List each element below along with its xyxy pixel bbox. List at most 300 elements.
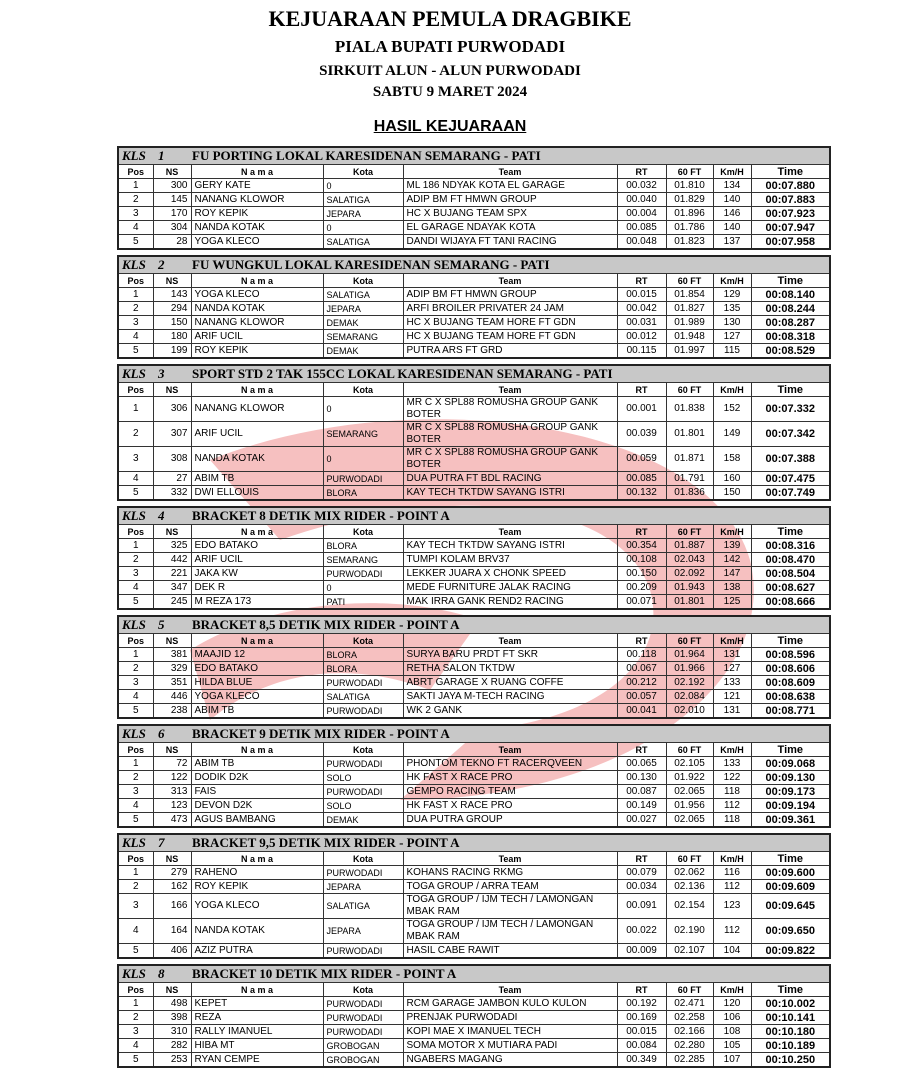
cell-rt: 00.059 <box>617 447 666 472</box>
column-header-pos: Pos <box>118 743 153 757</box>
cell-time: 00:09.600 <box>751 866 830 880</box>
cell-kmh: 142 <box>713 553 751 567</box>
cell-rt: 00.079 <box>617 866 666 880</box>
cell-team: MR C X SPL88 ROMUSHA GROUP GANK BOTER <box>403 397 617 422</box>
cell-kmh: 130 <box>713 316 751 330</box>
cell-rt: 00.042 <box>617 302 666 316</box>
cell-kmh: 135 <box>713 302 751 316</box>
column-header-kmh: Km/H <box>713 852 751 866</box>
cell-rt: 00.150 <box>617 567 666 581</box>
cell-nama: M REZA 173 <box>191 595 323 610</box>
class-results-table <box>117 146 831 250</box>
cell-ns: 313 <box>153 785 191 799</box>
column-header-sixty-ft: 60 FT <box>666 983 713 997</box>
cell-pos: 2 <box>118 193 153 207</box>
cell-kota: PURWODADI <box>323 472 403 486</box>
cell-rt: 00.091 <box>617 894 666 919</box>
cell-team: MR C X SPL88 ROMUSHA GROUP GANK BOTER <box>403 447 617 472</box>
cell-nama: JAKA KW <box>191 567 323 581</box>
cell-ns: 282 <box>153 1039 191 1053</box>
class-results-table <box>117 615 831 719</box>
cell-sixty-ft: 01.786 <box>666 221 713 235</box>
cell-kmh: 116 <box>713 866 751 880</box>
cell-ns: 398 <box>153 1011 191 1025</box>
class-title <box>118 256 830 274</box>
cell-team: KOHANS RACING RKMG <box>403 866 617 880</box>
cell-ns: 123 <box>153 799 191 813</box>
cell-rt: 00.118 <box>617 648 666 662</box>
kls-label: KLS <box>122 835 146 850</box>
table-row <box>118 785 830 799</box>
cell-pos: 1 <box>118 648 153 662</box>
cell-time: 00:10.250 <box>751 1053 830 1068</box>
cell-time: 00:08.244 <box>751 302 830 316</box>
cell-kota: GROBOGAN <box>323 1053 403 1068</box>
cell-nama: NANDA KOTAK <box>191 919 323 944</box>
cell-time: 00:09.173 <box>751 785 830 799</box>
column-header-kmh: Km/H <box>713 634 751 648</box>
cell-pos: 1 <box>118 866 153 880</box>
column-header-rt: RT <box>617 383 666 397</box>
cell-sixty-ft: 01.823 <box>666 235 713 250</box>
cell-time: 00:08.596 <box>751 648 830 662</box>
cell-rt: 00.048 <box>617 235 666 250</box>
cell-time: 00:07.958 <box>751 235 830 250</box>
cell-team: PRENJAK PURWODADI <box>403 1011 617 1025</box>
cell-kmh: 107 <box>713 1053 751 1068</box>
cell-team: HK FAST X RACE PRO <box>403 799 617 813</box>
cell-nama: ARIF UCIL <box>191 553 323 567</box>
column-header-rt: RT <box>617 983 666 997</box>
cell-rt: 00.032 <box>617 179 666 193</box>
column-header-nama: N a m a <box>191 165 323 179</box>
event-date: SABTU 9 MARET 2024 <box>372 84 528 100</box>
cell-pos: 1 <box>118 179 153 193</box>
class-name: BRACKET 10 DETIK MIX RIDER - POINT A <box>192 966 457 981</box>
cell-nama: ROY KEPIK <box>191 344 323 359</box>
class-title <box>118 725 830 743</box>
cell-nama: ROY KEPIK <box>191 207 323 221</box>
cell-pos: 4 <box>118 330 153 344</box>
cell-kota: PURWODADI <box>323 785 403 799</box>
cell-team: DANDI WIJAYA FT TANI RACING <box>403 235 617 250</box>
column-header-row <box>118 983 830 997</box>
cell-rt: 00.192 <box>617 997 666 1011</box>
cell-pos: 1 <box>118 997 153 1011</box>
table-row <box>118 757 830 771</box>
cell-rt: 00.115 <box>617 344 666 359</box>
cell-rt: 00.087 <box>617 785 666 799</box>
cell-kmh: 112 <box>713 919 751 944</box>
cell-time: 00:09.609 <box>751 880 830 894</box>
cell-team: MEDE FURNITURE JALAK RACING <box>403 581 617 595</box>
cell-time: 00:08.638 <box>751 690 830 704</box>
cell-sixty-ft: 02.280 <box>666 1039 713 1053</box>
table-row <box>118 799 830 813</box>
cell-team: HC X BUJANG TEAM HORE FT GDN <box>403 316 617 330</box>
cell-kmh: 131 <box>713 648 751 662</box>
cell-time: 00:08.606 <box>751 662 830 676</box>
table-row <box>118 919 830 944</box>
cell-kota: BLORA <box>323 662 403 676</box>
cell-sixty-ft: 01.989 <box>666 316 713 330</box>
cell-nama: ABIM TB <box>191 472 323 486</box>
cell-pos: 5 <box>118 813 153 828</box>
class-title-bar <box>118 507 830 525</box>
column-header-row <box>118 274 830 288</box>
cell-time: 00:09.194 <box>751 799 830 813</box>
table-row <box>118 771 830 785</box>
cell-rt: 00.132 <box>617 486 666 501</box>
column-header-sixty-ft: 60 FT <box>666 852 713 866</box>
cell-ns: 253 <box>153 1053 191 1068</box>
class-results-table <box>117 364 831 501</box>
table-row <box>118 302 830 316</box>
table-row <box>118 539 830 553</box>
cell-rt: 00.354 <box>617 539 666 553</box>
cell-pos: 1 <box>118 539 153 553</box>
column-header-kota: Kota <box>323 983 403 997</box>
cell-kota: SEMARANG <box>323 330 403 344</box>
column-header-team: Team <box>403 383 617 397</box>
cell-rt: 00.022 <box>617 919 666 944</box>
cell-kmh: 104 <box>713 944 751 959</box>
cell-kota: 0 <box>323 397 403 422</box>
cell-nama: ARIF UCIL <box>191 330 323 344</box>
column-header-sixty-ft: 60 FT <box>666 165 713 179</box>
cell-sixty-ft: 01.801 <box>666 422 713 447</box>
cell-time: 00:07.923 <box>751 207 830 221</box>
cell-nama: AZIZ PUTRA <box>191 944 323 959</box>
cell-pos: 1 <box>118 757 153 771</box>
cell-kmh: 112 <box>713 880 751 894</box>
cell-time: 00:10.002 <box>751 997 830 1011</box>
cell-rt: 00.067 <box>617 662 666 676</box>
cell-team: PUTRA ARS FT GRD <box>403 344 617 359</box>
column-header-time: Time <box>751 634 830 648</box>
cell-sixty-ft: 01.896 <box>666 207 713 221</box>
cell-sixty-ft: 02.043 <box>666 553 713 567</box>
column-header-ns: NS <box>153 983 191 997</box>
cell-time: 00:09.822 <box>751 944 830 959</box>
column-header-kota: Kota <box>323 743 403 757</box>
column-header-team: Team <box>403 852 617 866</box>
cell-kota: 0 <box>323 447 403 472</box>
cell-time: 00:07.749 <box>751 486 830 501</box>
cell-time: 00:07.388 <box>751 447 830 472</box>
cell-nama: HILDA BLUE <box>191 676 323 690</box>
column-header-sixty-ft: 60 FT <box>666 383 713 397</box>
cell-kota: JEPARA <box>323 919 403 944</box>
column-header-time: Time <box>751 525 830 539</box>
cell-sixty-ft: 02.190 <box>666 919 713 944</box>
cell-team: KAY TECH TKTDW SAYANG ISTRI <box>403 539 617 553</box>
cell-ns: 381 <box>153 648 191 662</box>
cell-nama: EDO BATAKO <box>191 539 323 553</box>
table-row <box>118 207 830 221</box>
event-subtitle: PIALA BUPATI PURWODADI <box>334 37 566 56</box>
cell-sixty-ft: 01.966 <box>666 662 713 676</box>
column-header-nama: N a m a <box>191 383 323 397</box>
cell-nama: YOGA KLECO <box>191 894 323 919</box>
class-title-bar <box>118 965 830 983</box>
cell-nama: YOGA KLECO <box>191 235 323 250</box>
cell-team: MAK IRRA GANK REND2 RACING <box>403 595 617 610</box>
cell-team: NGABERS MAGANG <box>403 1053 617 1068</box>
cell-pos: 4 <box>118 472 153 486</box>
cell-time: 00:07.947 <box>751 221 830 235</box>
cell-team: TOGA GROUP / IJM TECH / LAMONGAN MBAK RAM <box>403 919 617 944</box>
cell-team: LEKKER JUARA X CHONK SPEED <box>403 567 617 581</box>
cell-ns: 238 <box>153 704 191 719</box>
kls-label: KLS <box>122 257 146 272</box>
cell-ns: 498 <box>153 997 191 1011</box>
column-header-sixty-ft: 60 FT <box>666 525 713 539</box>
cell-ns: 307 <box>153 422 191 447</box>
cell-time: 00:09.130 <box>751 771 830 785</box>
cell-kmh: 106 <box>713 1011 751 1025</box>
cell-team: EL GARAGE NDAYAK KOTA <box>403 221 617 235</box>
class-name: BRACKET 9,5 DETIK MIX RIDER - POINT A <box>192 835 460 850</box>
cell-sixty-ft: 01.810 <box>666 179 713 193</box>
cell-rt: 00.034 <box>617 880 666 894</box>
cell-pos: 5 <box>118 1053 153 1068</box>
table-row <box>118 648 830 662</box>
cell-ns: 150 <box>153 316 191 330</box>
column-header-team: Team <box>403 165 617 179</box>
cell-sixty-ft: 01.964 <box>666 648 713 662</box>
column-header-row <box>118 743 830 757</box>
class-number: 8 <box>158 966 165 981</box>
cell-ns: 122 <box>153 771 191 785</box>
cell-rt: 00.209 <box>617 581 666 595</box>
cell-time: 00:09.645 <box>751 894 830 919</box>
table-row <box>118 397 830 422</box>
cell-rt: 00.065 <box>617 757 666 771</box>
cell-kota: PURWODADI <box>323 704 403 719</box>
class-number: 7 <box>158 835 165 850</box>
cell-nama: RAHENO <box>191 866 323 880</box>
cell-nama: KEPET <box>191 997 323 1011</box>
table-row <box>118 179 830 193</box>
cell-kota: PURWODADI <box>323 676 403 690</box>
cell-sixty-ft: 02.105 <box>666 757 713 771</box>
cell-time: 00:08.470 <box>751 553 830 567</box>
cell-pos: 3 <box>118 1025 153 1039</box>
cell-kota: BLORA <box>323 486 403 501</box>
cell-pos: 5 <box>118 344 153 359</box>
cell-pos: 4 <box>118 221 153 235</box>
cell-kmh: 105 <box>713 1039 751 1053</box>
cell-ns: 406 <box>153 944 191 959</box>
column-header-rt: RT <box>617 525 666 539</box>
cell-sixty-ft: 01.791 <box>666 472 713 486</box>
cell-ns: 27 <box>153 472 191 486</box>
cell-sixty-ft: 02.065 <box>666 785 713 799</box>
table-row <box>118 344 830 359</box>
column-header-ns: NS <box>153 165 191 179</box>
cell-kota: DEMAK <box>323 316 403 330</box>
class-title <box>118 365 830 383</box>
column-header-ns: NS <box>153 634 191 648</box>
table-row <box>118 662 830 676</box>
cell-sixty-ft: 01.871 <box>666 447 713 472</box>
cell-rt: 00.085 <box>617 472 666 486</box>
cell-rt: 00.004 <box>617 207 666 221</box>
column-header-nama: N a m a <box>191 525 323 539</box>
cell-rt: 00.001 <box>617 397 666 422</box>
cell-kota: JEPARA <box>323 302 403 316</box>
column-header-kmh: Km/H <box>713 525 751 539</box>
cell-kmh: 122 <box>713 771 751 785</box>
cell-time: 00:10.180 <box>751 1025 830 1039</box>
column-header-ns: NS <box>153 743 191 757</box>
class-title <box>118 965 830 983</box>
cell-nama: RYAN CEMPE <box>191 1053 323 1068</box>
cell-kmh: 150 <box>713 486 751 501</box>
cell-pos: 2 <box>118 302 153 316</box>
cell-kmh: 134 <box>713 179 751 193</box>
cell-kmh: 158 <box>713 447 751 472</box>
column-header-rt: RT <box>617 852 666 866</box>
cell-rt: 00.041 <box>617 704 666 719</box>
cell-sixty-ft: 02.192 <box>666 676 713 690</box>
table-row <box>118 235 830 250</box>
column-header-row <box>118 383 830 397</box>
cell-kmh: 137 <box>713 235 751 250</box>
cell-team: WK 2 GANK <box>403 704 617 719</box>
column-header-team: Team <box>403 525 617 539</box>
column-header-kota: Kota <box>323 274 403 288</box>
class-title-bar <box>118 256 830 274</box>
cell-kota: 0 <box>323 179 403 193</box>
cell-team: TOGA GROUP / IJM TECH / LAMONGAN MBAK RAM <box>403 894 617 919</box>
cell-team: ABRT GARAGE X RUANG COFFE <box>403 676 617 690</box>
cell-kota: DEMAK <box>323 813 403 828</box>
class-name: FU WUNGKUL LOKAL KARESIDENAN SEMARANG - PATI <box>192 257 550 272</box>
cell-pos: 5 <box>118 704 153 719</box>
cell-nama: NANDA KOTAK <box>191 221 323 235</box>
cell-ns: 199 <box>153 344 191 359</box>
cell-pos: 5 <box>118 595 153 610</box>
cell-team: SOMA MOTOR X MUTIARA PADI <box>403 1039 617 1053</box>
cell-nama: FAIS <box>191 785 323 799</box>
cell-ns: 351 <box>153 676 191 690</box>
class-title-bar <box>118 616 830 634</box>
cell-nama: MAAJID 12 <box>191 648 323 662</box>
table-row <box>118 880 830 894</box>
table-row <box>118 704 830 719</box>
column-header-time: Time <box>751 743 830 757</box>
cell-pos: 5 <box>118 235 153 250</box>
column-header-nama: N a m a <box>191 983 323 997</box>
cell-kmh: 160 <box>713 472 751 486</box>
cell-ns: 145 <box>153 193 191 207</box>
column-header-kota: Kota <box>323 634 403 648</box>
cell-rt: 00.057 <box>617 690 666 704</box>
table-row <box>118 1025 830 1039</box>
table-row <box>118 422 830 447</box>
cell-ns: 310 <box>153 1025 191 1039</box>
cell-pos: 4 <box>118 581 153 595</box>
table-row <box>118 553 830 567</box>
column-header-nama: N a m a <box>191 274 323 288</box>
cell-kmh: 140 <box>713 193 751 207</box>
cell-time: 00:08.287 <box>751 316 830 330</box>
cell-kmh: 133 <box>713 757 751 771</box>
table-row <box>118 581 830 595</box>
cell-ns: 306 <box>153 397 191 422</box>
cell-ns: 473 <box>153 813 191 828</box>
cell-rt: 00.108 <box>617 553 666 567</box>
cell-kmh: 138 <box>713 581 751 595</box>
cell-team: SURYA BARU PRDT FT SKR <box>403 648 617 662</box>
table-row <box>118 330 830 344</box>
table-row <box>118 193 830 207</box>
class-results-table <box>117 724 831 828</box>
cell-rt: 00.015 <box>617 1025 666 1039</box>
cell-team: KOPI MAE X IMANUEL TECH <box>403 1025 617 1039</box>
class-name: BRACKET 9 DETIK MIX RIDER - POINT A <box>192 726 450 741</box>
cell-pos: 3 <box>118 316 153 330</box>
class-results-table <box>117 964 831 1068</box>
cell-sixty-ft: 02.092 <box>666 567 713 581</box>
table-row <box>118 1039 830 1053</box>
cell-kmh: 139 <box>713 539 751 553</box>
cell-kmh: 125 <box>713 595 751 610</box>
cell-nama: AGUS BAMBANG <box>191 813 323 828</box>
cell-ns: 446 <box>153 690 191 704</box>
cell-pos: 2 <box>118 422 153 447</box>
cell-nama: NANANG KLOWOR <box>191 397 323 422</box>
cell-pos: 4 <box>118 690 153 704</box>
cell-nama: ABIM TB <box>191 757 323 771</box>
table-row <box>118 690 830 704</box>
cell-nama: ARIF UCIL <box>191 422 323 447</box>
cell-rt: 00.009 <box>617 944 666 959</box>
cell-ns: 308 <box>153 447 191 472</box>
kls-label: KLS <box>122 508 146 523</box>
cell-nama: YOGA KLECO <box>191 690 323 704</box>
column-header-ns: NS <box>153 852 191 866</box>
class-title-bar <box>118 365 830 383</box>
table-row <box>118 997 830 1011</box>
cell-nama: HIBA MT <box>191 1039 323 1053</box>
table-row <box>118 221 830 235</box>
class-results-table <box>117 833 831 959</box>
results-tables <box>117 146 829 1073</box>
column-header-pos: Pos <box>118 383 153 397</box>
cell-ns: 294 <box>153 302 191 316</box>
column-header-pos: Pos <box>118 983 153 997</box>
cell-ns: 28 <box>153 235 191 250</box>
column-header-team: Team <box>403 983 617 997</box>
cell-team: HC X BUJANG TEAM HORE FT GDN <box>403 330 617 344</box>
cell-rt: 00.015 <box>617 288 666 302</box>
cell-kota: PURWODADI <box>323 997 403 1011</box>
cell-kmh: 133 <box>713 676 751 690</box>
column-header-kmh: Km/H <box>713 165 751 179</box>
column-header-row <box>118 525 830 539</box>
cell-rt: 00.012 <box>617 330 666 344</box>
cell-nama: DODIK D2K <box>191 771 323 785</box>
cell-nama: DWI ELLOUIS <box>191 486 323 501</box>
cell-nama: EDO BATAKO <box>191 662 323 676</box>
cell-time: 00:08.627 <box>751 581 830 595</box>
cell-team: GEMPO RACING TEAM <box>403 785 617 799</box>
cell-ns: 143 <box>153 288 191 302</box>
cell-time: 00:08.140 <box>751 288 830 302</box>
